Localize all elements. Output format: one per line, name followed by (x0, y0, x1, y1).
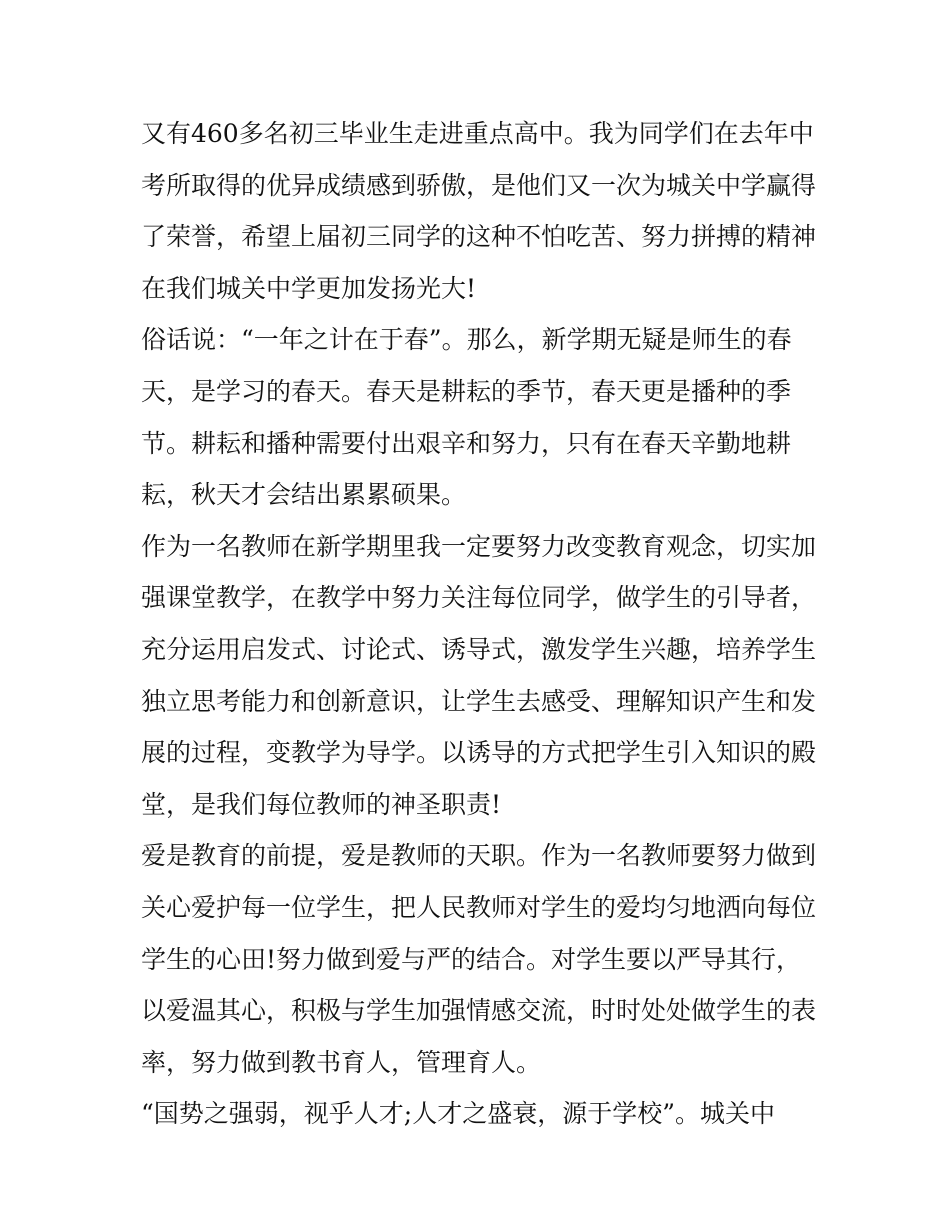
text-line: 在我们城关中学更加发扬光大! (141, 273, 477, 303)
document-body (141, 108, 821, 1140)
text-line: 耘，秋天才会结出累累硕果。 (141, 480, 467, 510)
text-line: 独立思考能力和创新意识，让学生去感受、理解知识产生和发 (141, 686, 817, 716)
text-line: 展的过程，变教学为导学。以诱导的方式把学生引入知识的殿 (141, 738, 817, 768)
text-line: 关心爱护每一位学生，把人民教师对学生的爱均匀地洒向每位 (141, 892, 817, 922)
text-line: 节。耕耘和播种需要付出艰辛和努力，只有在春天辛勤地耕 (141, 428, 792, 458)
text-line: 爱是教育的前提，爱是教师的天职。作为一名教师要努力做到 (141, 841, 817, 871)
text-line: 强课堂教学，在教学中努力关注每位同学，做学生的引导者， (141, 583, 817, 613)
text-line: 俗话说：“一年之计在于春”。那么，新学期无疑是师生的春 (141, 325, 792, 355)
paragraph-4 (141, 830, 821, 1088)
text-line: 考所取得的优异成绩感到骄傲，是他们又一次为城关中学赢得 (141, 170, 817, 200)
text-line: 学生的心田!努力做到爱与严的结合。对学生要以严导其行， (141, 944, 802, 974)
text-line: 了荣誉，希望上届初三同学的这种不怕吃苦、努力拼搏的精神 (141, 222, 817, 252)
text-line: 充分运用启发式、讨论式、诱导式，激发学生兴趣，培养学生 (141, 634, 817, 664)
text-line: “国势之强弱，视乎人才;人才之盛衰，源于学校”。城关中 (141, 1099, 775, 1129)
text-line: 又有460多名初三毕业生走进重点高中。我为同学们在去年中 (141, 119, 814, 148)
paragraph-2 (141, 314, 821, 520)
paragraph-1 (141, 108, 821, 314)
text-line: 率，努力做到教书育人，管理育人。 (141, 1047, 542, 1077)
paragraph-3 (141, 521, 821, 831)
text-line: 作为一名教师在新学期里我一定要努力改变教育观念，切实加 (141, 531, 817, 561)
text-line: 堂，是我们每位教师的神圣职责! (141, 789, 502, 819)
text-line: 以爱温其心，积极与学生加强情感交流，时时处处做学生的表 (141, 996, 817, 1026)
paragraph-5 (141, 1088, 821, 1140)
text-line: 天，是学习的春天。春天是耕耘的季节，春天更是播种的季 (141, 376, 792, 406)
